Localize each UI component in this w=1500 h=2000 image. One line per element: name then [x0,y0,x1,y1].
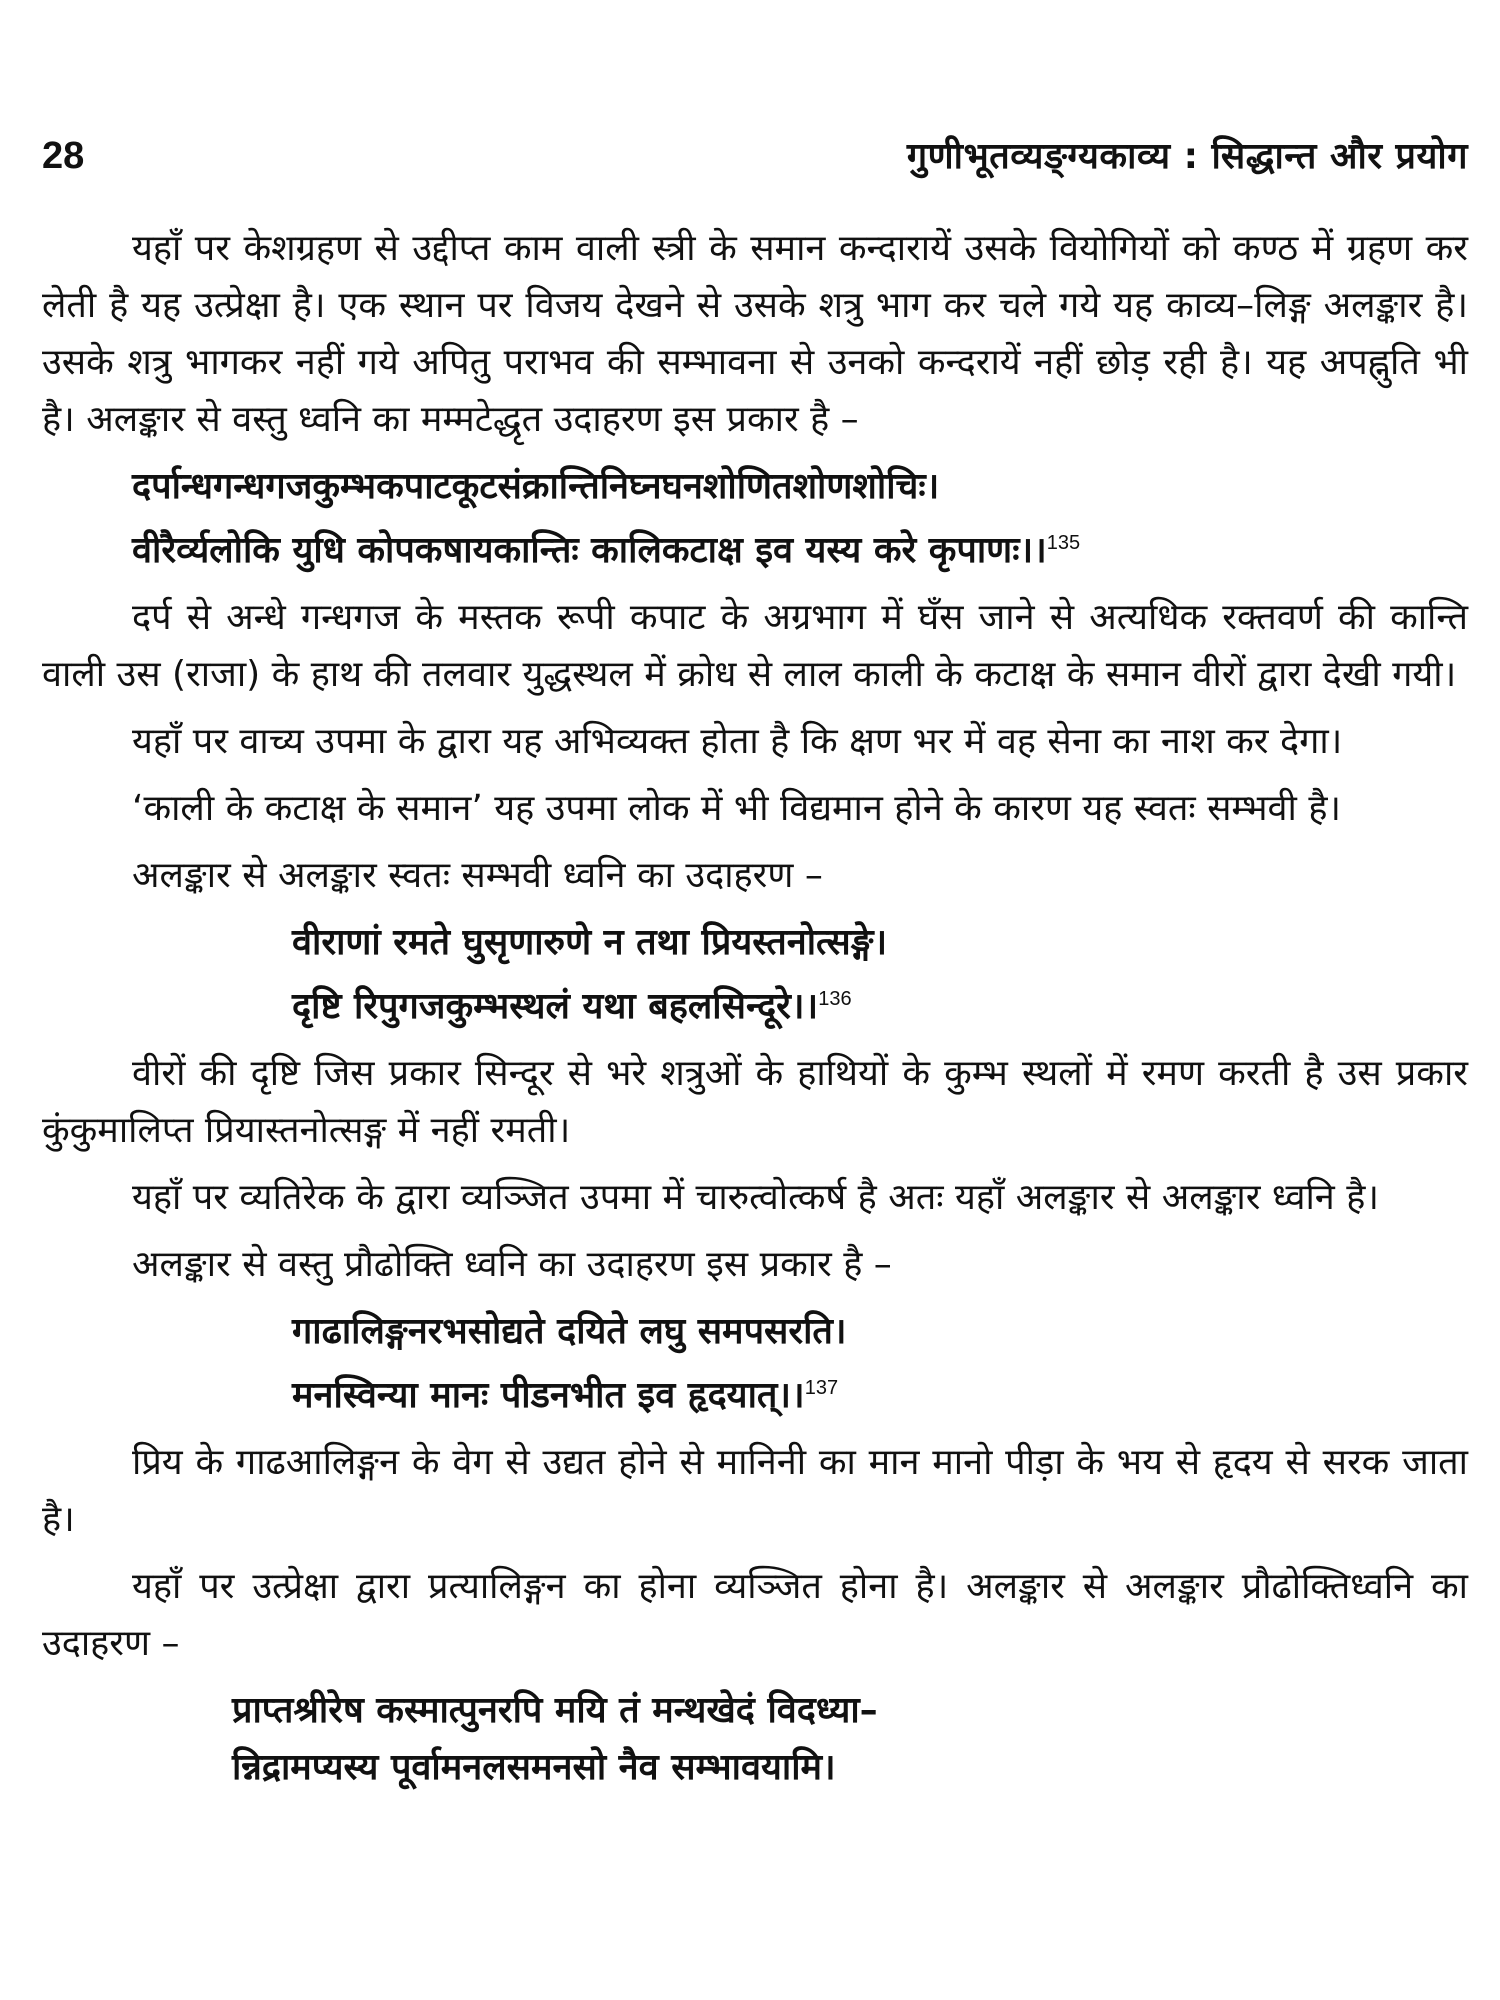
verse-line [132,515,1468,579]
paragraph: ‘काली के कटाक्ष के समान’ यह उपमा लोक में भी विद्यमान होने के कारण यह स्वतः सम्भवी है। [132,788,1342,829]
paragraph: प्रिय के गाढआलिङ्गन के वेग से उद्यत होने से मानिनी का मान मानो पीड़ा के भय से हृदय से सरक जाता है। [42,1442,1468,1540]
verse-line [292,971,1468,1035]
verse-line [232,1739,1468,1796]
paragraph: अलङ्कार से वस्तु प्रौढोक्ति ध्वनि का उदाहरण इस प्रकार है – [132,1244,892,1285]
footnote-marker: 137 [804,1377,839,1399]
running-head: गुणीभूतव्यङ्ग्यकाव्य : सिद्धान्त और प्रयोग [906,136,1468,177]
page-body [42,220,1468,1796]
verse-text: दर्पान्धगन्धगजकुम्भकपाटकूटसंक्रान्तिनिघ्नघनशोणितशोणशोचिः। [132,466,940,507]
verse-block [42,458,1468,579]
page-header [42,130,1468,200]
page-number: 28 [42,135,85,177]
paragraph: वीरों की दृष्टि जिस प्रकार सिन्दूर से भरे शत्रुओं के हाथियों के कुम्भ स्थलों में रमण करती है उस प्रकार कुंकुमालिप्त प्रियास्तनोत्सङ्ग में नहीं रमती। [42,1053,1468,1151]
verse-line [232,1682,1468,1739]
paragraph: यहाँ पर केशग्रहण से उद्दीप्त काम वाली स्त्री के समान कन्दारायें उसके वियोगियों को कण्ठ में ग्रहण कर लेती है यह उत्प्रेक्षा है। एक स्थान पर विजय देखने से उसके शत्रु भाग कर चले गये यह काव्य–लिङ्ग अलङ्कार है। उसके शत्रु भागकर नहीं गये अपितु पराभव की सम्भावना से उनको कन्दरायें नहीं छोड़ रही है। यह अपह्नुति भी है। अलङ्कार से वस्तु ध्वनि का मम्मटेद्धृत उदाहरण इस प्रकार है – [42,228,1468,440]
verse-text: मनस्विन्या मानः पीडनभीत इव हृदयात्।। [292,1375,805,1416]
verse-line [292,1360,1468,1424]
paragraph: यहाँ पर व्यतिरेक के द्वारा व्यञ्जित उपमा में चारुत्वोत्कर्ष है अतः यहाँ अलङ्कार से अलङ्कार ध्वनि है। [132,1177,1379,1218]
footnote-marker: 135 [1046,532,1081,554]
paragraph: दर्प से अन्धे गन्धगज के मस्तक रूपी कपाट के अग्रभाग में घँस जाने से अत्यधिक रक्तवर्ण की कान्ति वाली उस (राजा) के हाथ की तलवार युद्धस्थल में क्रोध से लाल काली के कटाक्ष के समान वीरों द्वारा देखी गयी। [42,597,1468,695]
paragraph: यहाँ पर वाच्य उपमा के द्वारा यह अभिव्यक्त होता है कि क्षण भर में वह सेना का नाश कर देगा। [132,721,1343,762]
verse-text: वीराणां रमते घुसृणारुणे न तथा प्रियस्तनोत्सङ्गे। [292,922,888,963]
verse-text: वीरैर्व्यलोकि युधि कोपकषायकान्तिः कालिकटाक्ष इव यस्य करे कृपाणः।। [132,530,1047,571]
paragraph: यहाँ पर उत्प्रेक्षा द्वारा प्रत्यालिङ्गन का होना व्यञ्जित होना है। अलङ्कार से अलङ्कार प्रौढोक्तिध्वनि का उदाहरण – [42,1566,1468,1664]
verse-text: प्राप्तश्रीरेष कस्मात्पुनरपि मयि तं मन्थखेदं विदध्या– [232,1690,878,1731]
verse-line [132,458,1468,515]
verse-line [292,1303,1468,1360]
verse-block [42,1303,1468,1424]
book-page [42,130,1468,1806]
verse-block [42,1682,1468,1796]
verse-text: गाढालिङ्गनरभसोद्यते दयिते लघु समपसरति। [292,1311,847,1352]
verse-text: दृष्टि रिपुगजकुम्भस्थलं यथा बहलसिन्दूरे।। [292,986,819,1027]
verse-line [292,914,1468,971]
paragraph: अलङ्कार से अलङ्कार स्वतः सम्भवी ध्वनि का उदाहरण – [132,855,823,896]
footnote-marker: 136 [818,988,852,1010]
verse-block [42,914,1468,1035]
verse-text: न्निद्रामप्यस्य पूर्वामनलसमनसो नैव सम्भावयामि। [232,1747,836,1788]
